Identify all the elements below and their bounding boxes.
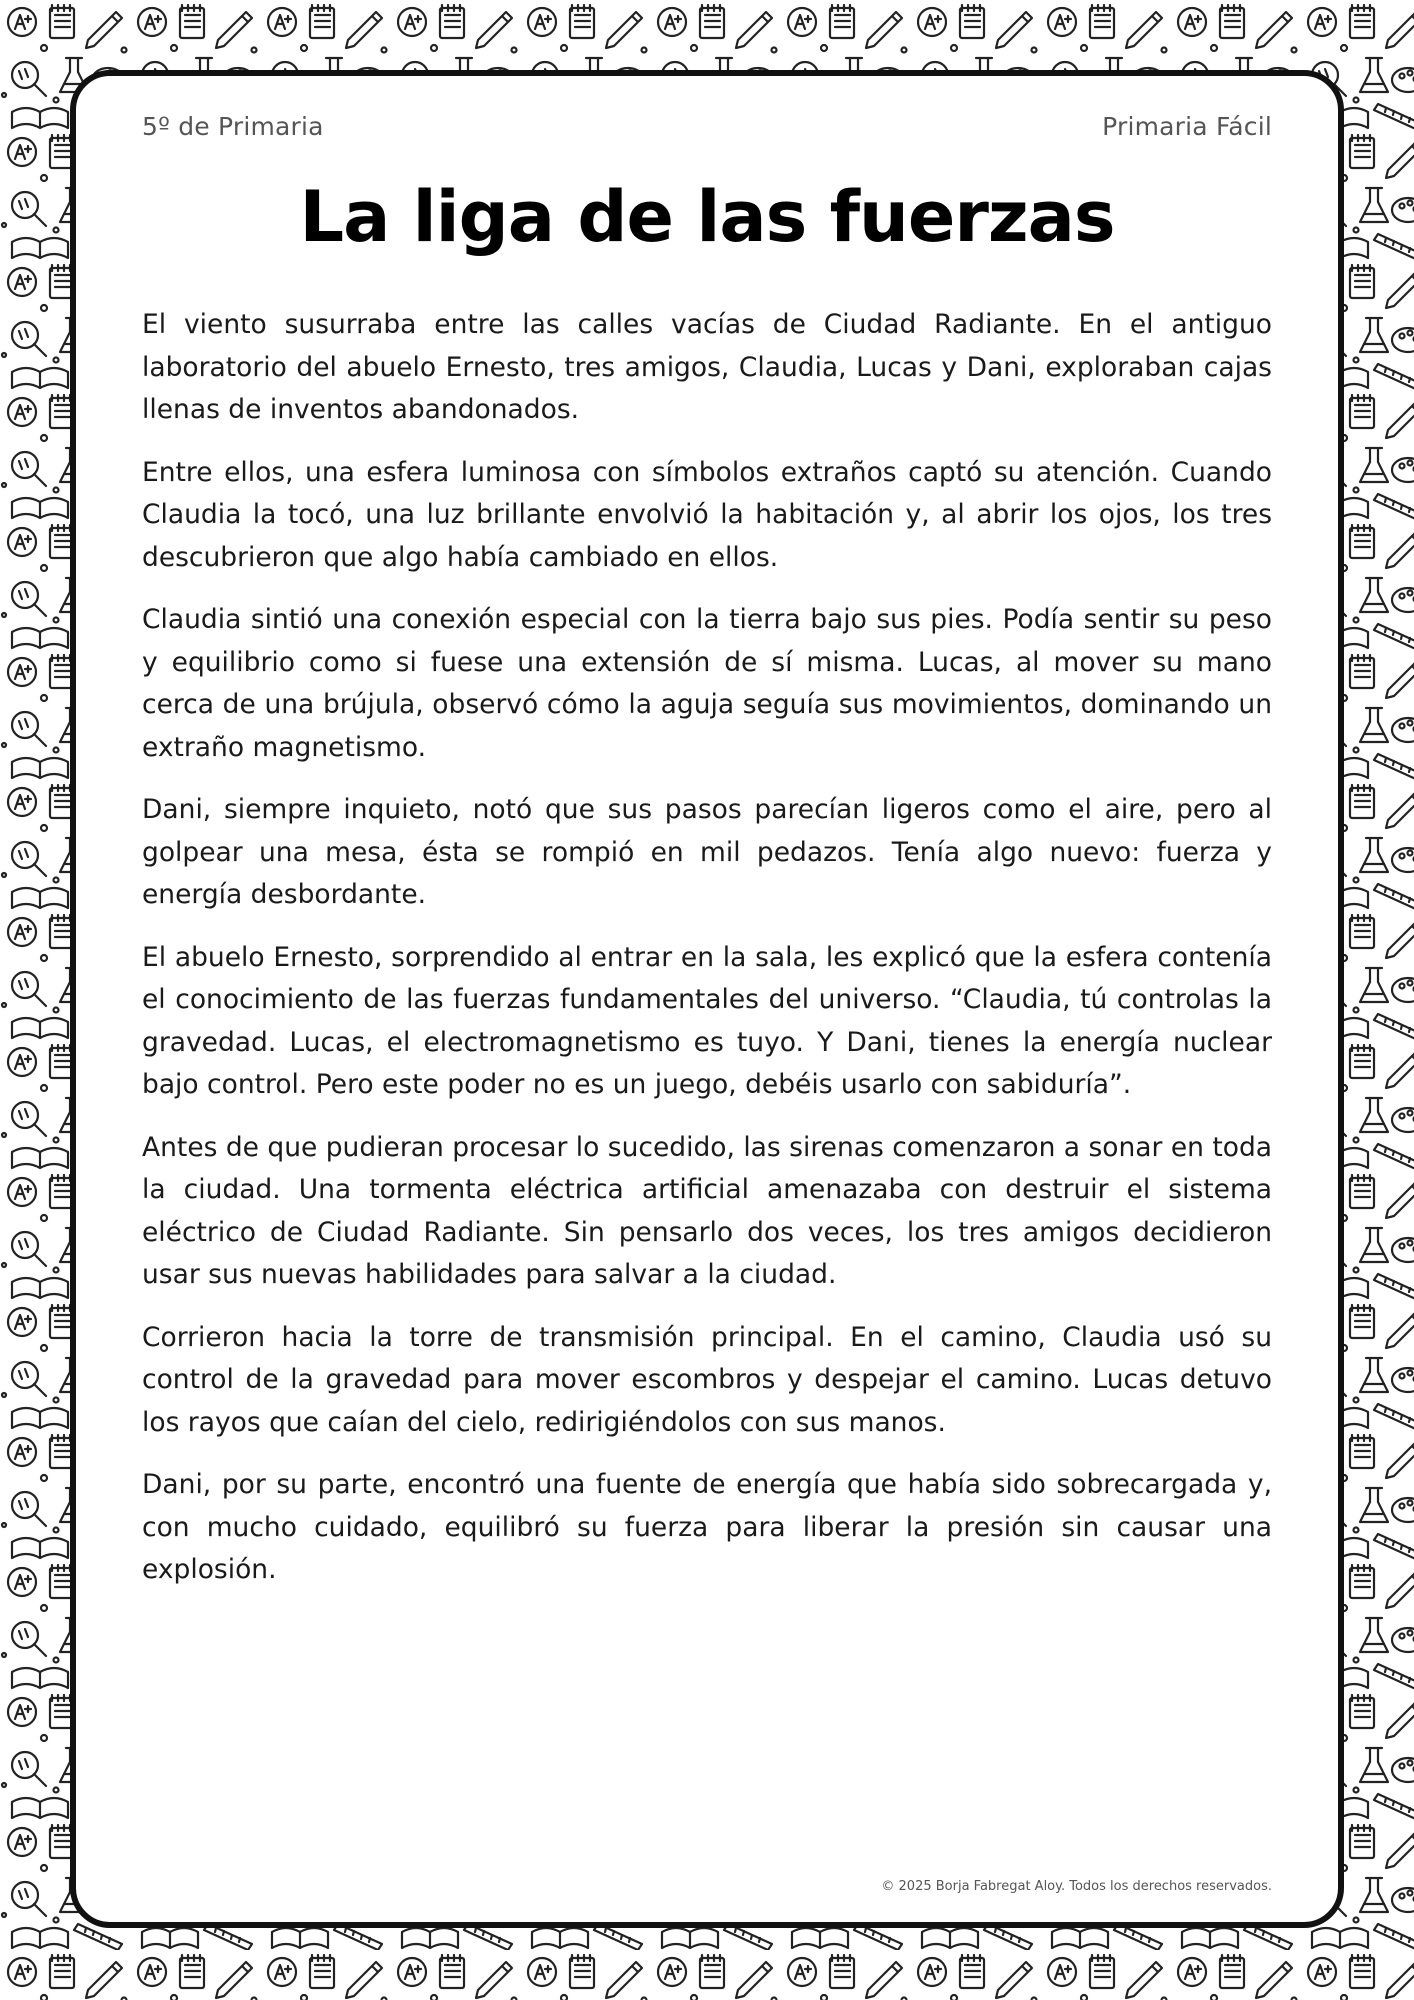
story-paragraph: Entre ellos, una esfera luminosa con símbolos extraños captó su atención. Cuando Claudia la tocó, una luz brillante envolvió la habitación y, al abrir los ojos, los tres descubrieron que algo había cambiado en ellos. [142,456,1272,573]
story-paragraph: El viento susurraba entre las calles vacías de Ciudad Radiante. En el antiguo laboratorio del abuelo Ernesto, tres amigos, Claudia, Lucas y Dani, exploraban cajas llenas de inventos abandonados. [142,309,1272,425]
story-text [142,304,1272,1612]
story-paragraph: Dani, por su parte, encontró una fuente de energía que había sido sobrecargada y, con mucho cuidado, equilibró su fuerza para liberar la presión sin causar una explosión. [142,1469,1272,1585]
story-paragraph: El abuelo Ernesto, sorprendido al entrar en la sala, les explicó que la esfera contenía el conocimiento de las fuerzas fundamentales del universo. “Claudia, tú controlas la gravedad. Lucas, el electromagnetismo es tuyo. Y Dani, tienes la energía nuclear bajo control. Pero este poder no es un juego, debéis usarlo con sabiduría”. [142,941,1272,1100]
story-paragraph: Corrieron hacia la torre de transmisión principal. En el camino, Claudia usó su control de la gravedad para mover escombros y despejar el camino. Lucas detuvo los rayos que caían del cielo, redirigiéndolos con sus manos. [142,1321,1272,1438]
copyright-notice: © 2025 Borja Fabregat Aloy. Todos los derechos reservados. [881,1879,1272,1894]
story-paragraph: Dani, siempre inquieto, notó que sus pasos parecían ligeros como el aire, pero al golpear una mesa, ésta se rompió en mil pedazos. Tenía algo nuevo: fuerza y energía desbordante. [142,794,1272,910]
content-card [70,70,1344,1928]
story-paragraph: Antes de que pudieran procesar lo sucedido, las sirenas comenzaron a sonar en toda la ciudad. Una tormenta eléctrica artificial amenazaba con destruir el sistema eléctrico de Ciudad Radiante. Sin pensarlo dos veces, los tres amigos decidieron usar sus nuevas habilidades para salvar a la ciudad. [142,1131,1273,1290]
brand-label: Primaria Fácil [1102,112,1272,141]
page-title: La liga de las fuerzas [299,176,1115,258]
story-paragraph: Claudia sintió una conexión especial con la tierra bajo sus pies. Podía sentir su peso y equilibrio como si fuese una extensión de sí misma. Lucas, al mover su mano cerca de una brújula, observó cómo la aguja seguía sus movimientos, dominando un extraño magnetismo. [142,604,1272,763]
grade-label: 5º de Primaria [142,112,324,141]
